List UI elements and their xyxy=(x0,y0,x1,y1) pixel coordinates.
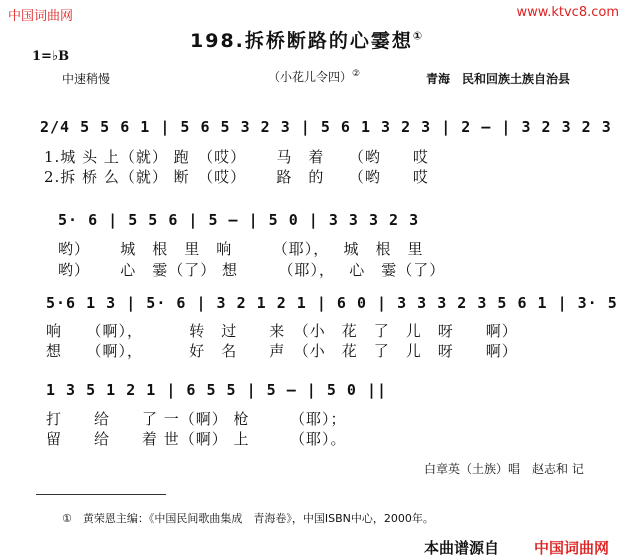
lyrics-row-4-verse-2: 留 给 着 世（啊） 上 （耶）。 xyxy=(46,430,347,448)
footnote: ① 黄荣恩主编：《中国民间歌曲集成 青海卷》，中国ISBN中心，2000年。 xyxy=(62,512,434,525)
lyrics-row-3-verse-1: 响 （啊）， 转 过 来 （小 花 了 儿 呀 啊） xyxy=(46,322,518,340)
lyrics-row-2-verse-1: 哟） 城 根 里 响 （耶）， 城 根 里 xyxy=(58,240,424,258)
notation-row-1: 2/4 5 5 6 1 | 5 6 5 3 2 3 | 5 6 1 3 2 3 | 2 — | 3 2 3 2 3 xyxy=(40,118,612,136)
lyrics-row-3-verse-2: 想 （啊）， 好 名 声 （小 花 了 儿 呀 啊） xyxy=(46,342,518,360)
watermark-top-right: www.ktvc8.com xyxy=(516,5,619,20)
watermark-bottom-right: 中国词曲网 xyxy=(534,539,610,557)
lyrics-row-1-verse-2: 2.拆 桥 么（就） 断 （哎） 路 的 （哟 哎 xyxy=(44,168,429,186)
region-origin: 青海 民和回族土族自治县 xyxy=(426,72,571,86)
notation-row-3: 5·6 1 3 | 5· 6 | 3 2 1 2 1 | 6 0 | 3 3 3 2 3 5 6 1 | 3· 5 xyxy=(46,294,618,312)
footnote-rule xyxy=(36,494,166,495)
lyrics-row-2-verse-2: 哟） 心 霎（了） 想 （耶）， 心 霎（了） xyxy=(58,261,446,279)
song-title-text: 198.拆桥断路的心霎想 xyxy=(190,30,413,52)
watermark-top-left: 中国词曲网 xyxy=(8,9,74,24)
tempo-marking: 中速稍慢 xyxy=(62,72,111,86)
credits: 白章英（土族）唱 赵志和 记 xyxy=(424,462,584,476)
song-title xyxy=(190,26,424,53)
title-footnote-mark: ① xyxy=(412,29,425,43)
song-subtitle xyxy=(268,68,360,85)
notation-row-2: 5· 6 | 5 5 6 | 5 — | 5 0 | 3 3 3 2 3 xyxy=(58,211,420,229)
lyrics-row-4-verse-1: 打 给 了 一（啊） 枪 （耶）； xyxy=(46,410,347,428)
notation-row-4: 1 3 5 1 2 1 | 6 5 5 | 5 — | 5 0 || xyxy=(46,381,388,399)
subtitle-footnote-mark: ② xyxy=(352,69,361,79)
lyrics-row-1-verse-1: 1.城 头 上（就） 跑 （哎） 马 着 （哟 哎 xyxy=(44,148,429,166)
song-subtitle-text: （小花儿令四） xyxy=(268,70,353,84)
watermark-bottom-left: 本曲谱源自 xyxy=(424,539,500,557)
key-signature: 1=♭B xyxy=(32,49,70,64)
